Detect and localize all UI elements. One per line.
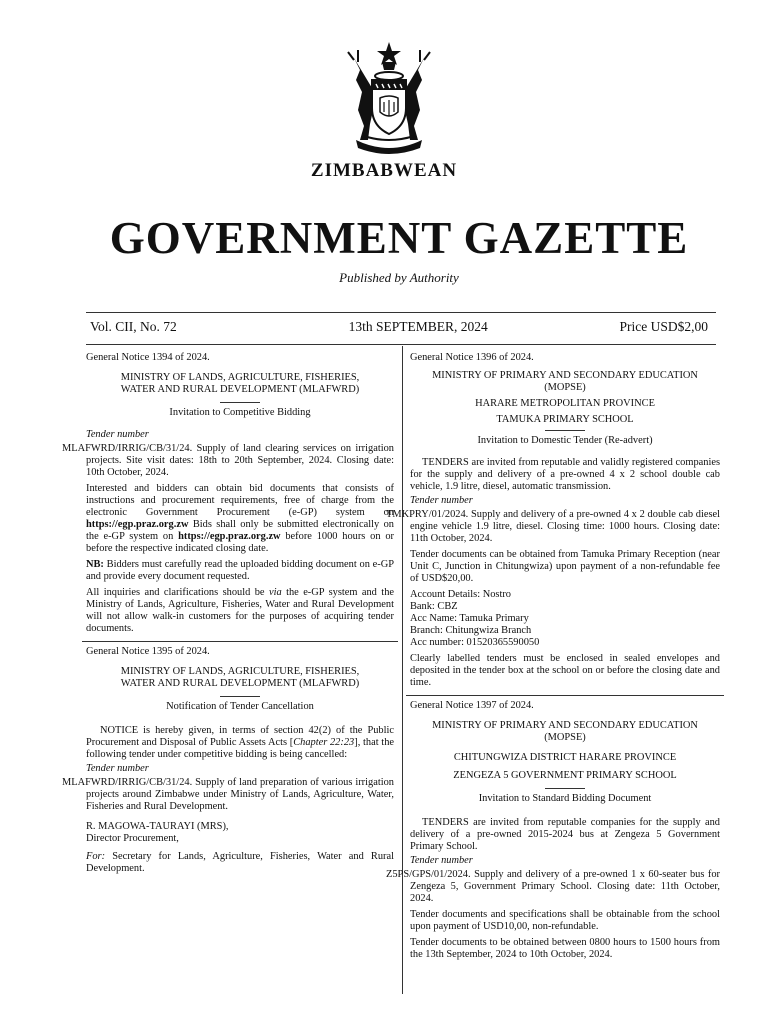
ministry-name: MINISTRY OF PRIMARY AND SECONDARY EDUCATION bbox=[432, 720, 698, 731]
account-name: Acc Name: Tamuka Primary bbox=[410, 613, 529, 624]
inquiries-paragraph: All inquiries and clarifications should be via the e-GP system and the Ministry of Lands, Agriculture, Fisheries, Water and Rural Development will not allow walk-in customers for the purposes of acquiring tender documents. bbox=[86, 587, 395, 634]
signatory-title: Director Procurement, bbox=[86, 833, 179, 844]
header-rule-bottom bbox=[86, 344, 716, 345]
issue-info-row bbox=[90, 319, 708, 335]
section-divider bbox=[406, 695, 724, 696]
tender-documents-paragraph: Tender documents can be obtained from Tamuka Primary Reception (near Unit C, Junction in Chitungwiza) upon payment of a non-refundable fee of USD$20,00. bbox=[410, 549, 720, 584]
tender-entry: MLAFWRD/IRRIG/CB/31/24. Supply of land preparation of various irrigation projects around Zimbabwe under Ministry of Lands, Agriculture, Water, Fisheries and Rural Development. bbox=[62, 777, 394, 812]
notice-heading: Invitation to Standard Bidding Document bbox=[478, 793, 652, 804]
general-notice-1394 bbox=[62, 352, 395, 635]
ministry-name-2: (MOPSE) bbox=[544, 382, 586, 393]
header-rule-top bbox=[86, 312, 716, 313]
general-notice-1395 bbox=[62, 646, 395, 875]
notice-number: General Notice 1397 of 2024. bbox=[410, 700, 534, 711]
right-column bbox=[386, 352, 720, 961]
tender-documents-paragraph: Tender documents and specifications shall be obtainable from the school upon payment of USD10,00, non-refundable. bbox=[410, 909, 720, 932]
gazette-title: GOVERNMENT GAZETTE bbox=[109, 213, 689, 263]
district-name: CHITUNGWIZA DISTRICT HARARE PROVINCE bbox=[453, 752, 677, 763]
tender-entry: Z5PS/GPS/01/2024. Supply and delivery of a pre-owned 1 x 60-seater bus for Zengeza 5, Government Primary School. Closing date: 11th October, 2024. bbox=[386, 869, 720, 904]
ministry-name-2: WATER AND RURAL DEVELOPMENT (MLAFWRD) bbox=[120, 384, 360, 395]
account-number: Acc number: 01520365590050 bbox=[410, 637, 540, 648]
account-bank: Bank: CBZ bbox=[410, 601, 458, 612]
short-divider bbox=[545, 430, 585, 431]
publication-name: ZIMBABWEAN bbox=[310, 160, 458, 181]
ministry-name-2: WATER AND RURAL DEVELOPMENT (MLAFWRD) bbox=[120, 678, 360, 689]
tender-number-label: Tender number bbox=[410, 855, 473, 866]
left-column bbox=[62, 352, 395, 875]
notice-heading: Invitation to Domestic Tender (Re-advert) bbox=[477, 435, 653, 446]
signatory-name: R. MAGOWA-TAURAYI (MRS), bbox=[86, 821, 229, 832]
school-name: ZENGEZA 5 GOVERNMENT PRIMARY SCHOOL bbox=[453, 770, 677, 781]
notice-number: General Notice 1395 of 2024. bbox=[86, 646, 210, 657]
column-divider bbox=[402, 346, 403, 994]
bid-documents-paragraph: Interested and bidders can obtain bid documents that consists of instructions and procurement requirements, free of charge from the electronic Government Procurement (e-GP) system on https://egp.praz.org.zw Bids shall only be submitted electronically on the e-GP system on https://egp.praz.org.zw before 1000 hours on or before the respective indicated closing date. bbox=[86, 483, 394, 554]
intro-paragraph: TENDERS are invited from reputable companies for the supply and delivery of a pre-owned 2015-2024 bus at Zengeza 5 Government Primary School. bbox=[410, 817, 720, 852]
volume-number: Vol. CII, No. 72 bbox=[90, 319, 177, 334]
school-name: TAMUKA PRIMARY SCHOOL bbox=[496, 414, 634, 425]
general-notice-1396 bbox=[386, 352, 720, 689]
account-details: Account Details: Nostro bbox=[410, 589, 511, 600]
gazette-subtitle: Published by Authority bbox=[339, 270, 459, 285]
tender-entry: TMKPRY/01/2024. Supply and delivery of a pre-owned 4 x 2 double cab diesel engine vehicle 1.9 litre, diesel. Closing time: 1000 hours. Closing date: 11th October, 2024. bbox=[386, 509, 720, 544]
province-name: HARARE METROPOLITAN PROVINCE bbox=[475, 398, 655, 409]
closing-paragraph: Clearly labelled tenders must be enclosed in sealed envelopes and deposited in the tender box at the school on or before the closing date and time. bbox=[410, 653, 720, 688]
short-divider bbox=[220, 696, 260, 697]
notice-heading: Notification of Tender Cancellation bbox=[166, 701, 314, 712]
nb-paragraph: NB: Bidders must carefully read the uploaded bidding document on e-GP and provide every document requested. bbox=[86, 559, 394, 582]
general-notice-1397 bbox=[386, 700, 720, 961]
section-divider bbox=[82, 641, 398, 642]
cancellation-paragraph: NOTICE is hereby given, in terms of section 42(2) of the Public Procurement and Disposal of Public Assets Acts [Chapter 22:23], that the following tender under competitive bidding is being cancelled: bbox=[86, 725, 395, 760]
notice-number: General Notice 1396 of 2024. bbox=[410, 352, 534, 363]
egp-link-2: https://egp.praz.org.zw bbox=[178, 531, 281, 542]
tender-number-label: Tender number bbox=[86, 429, 149, 440]
collection-hours-paragraph: Tender documents to be obtained between 0800 hours to 1500 hours from the 13th September, 2024 to 10th October, 2024. bbox=[410, 937, 720, 960]
tender-number-label: Tender number bbox=[410, 495, 473, 506]
coat-of-arms-icon bbox=[334, 40, 444, 158]
ministry-name-2: (MOPSE) bbox=[544, 732, 586, 743]
tender-entry: MLAFWRD/IRRIG/CB/31/24. Supply of land clearing services on irrigation projects. Site visit dates: 18th to 20th September, 2024. Closing date: 10th October, 2024. bbox=[62, 443, 394, 478]
ministry-name: MINISTRY OF PRIMARY AND SECONDARY EDUCATION bbox=[432, 370, 698, 381]
ministry-name: MINISTRY OF LANDS, AGRICULTURE, FISHERIES, bbox=[120, 372, 360, 383]
issue-price: Price USD$2,00 bbox=[619, 319, 708, 334]
intro-paragraph: TENDERS are invited from reputable and validly registered companies for the supply and delivery of a pre-owned 4 x 2 school double cab vehicle, 1.9 litre, diesel, automatic transmission. bbox=[410, 457, 720, 492]
ministry-name: MINISTRY OF LANDS, AGRICULTURE, FISHERIES, bbox=[120, 666, 360, 677]
egp-link: https://egp.praz.org.zw bbox=[86, 519, 189, 530]
account-branch: Branch: Chitungwiza Branch bbox=[410, 625, 532, 636]
for-line: For: Secretary for Lands, Agriculture, Fisheries, Water and Rural Development. bbox=[86, 851, 394, 874]
short-divider bbox=[220, 402, 260, 403]
issue-date: 13th SEPTEMBER, 2024 bbox=[348, 319, 488, 334]
tender-number-label: Tender number bbox=[86, 763, 149, 774]
notice-number: General Notice 1394 of 2024. bbox=[86, 352, 210, 363]
notice-heading: Invitation to Competitive Bidding bbox=[169, 407, 311, 418]
short-divider bbox=[545, 788, 585, 789]
